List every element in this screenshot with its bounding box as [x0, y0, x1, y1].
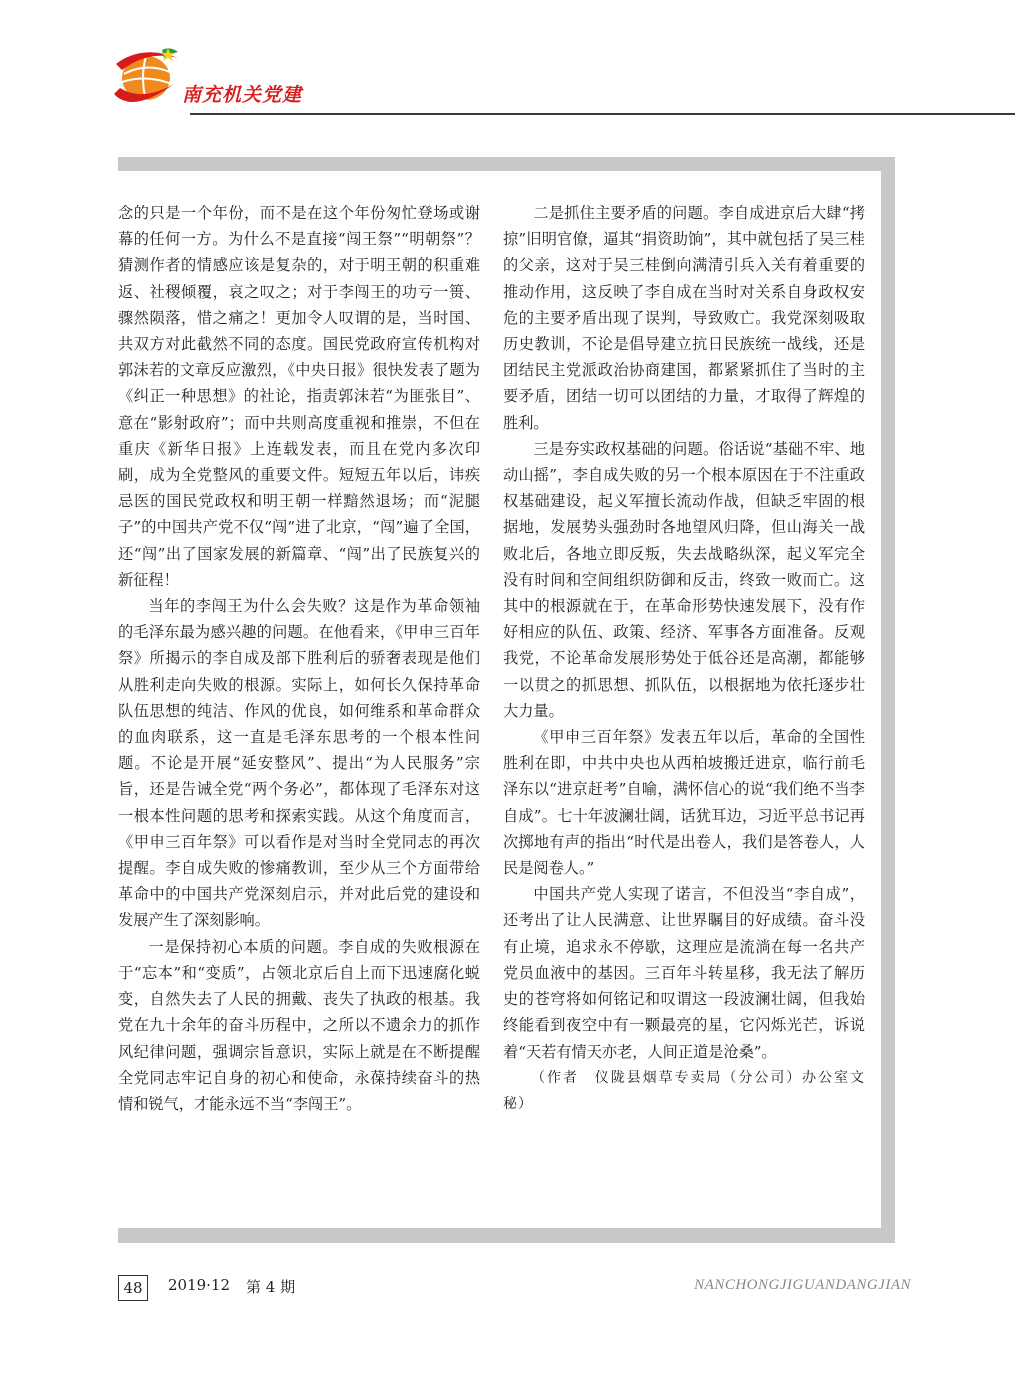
paragraph: 当年的李闯王为什么会失败？这是作为革命领袖的毛泽东最为感兴趣的问题。在他看来，《甲申三百年祭》所揭示的李自成及部下胜利后的骄奢表现是他们从胜利走向失败的根源。实际上，如何长久保持革命队伍思想的纯洁、作风的优良，如何维系和革命群众的血肉联系，这一直是毛泽东思考的一个根本性问题。不论是开展“延安整风”、提出“为人民服务”宗旨，还是告诫全党“两个务必”，都体现了毛泽东对这一根本性问题的思考和探索实践。从这个角度而言，《甲申三百年祭》可以看作是对当时全党同志的再次提醒。李自成失败的惨痛教训，至少从三个方面带给革命中的中国共产党深刻启示，并对此后党的建设和发展产生了深刻影响。	[118, 597, 480, 930]
page-number: 48	[118, 1275, 148, 1301]
header-title: 南充机关党建	[182, 84, 303, 106]
issue-date: 2019·12	[168, 1276, 231, 1294]
frame-shadow-right	[881, 157, 895, 1243]
header-rule	[190, 113, 1015, 115]
globe-swoosh-icon	[112, 44, 182, 116]
issue-number: 第 4 期	[246, 1278, 296, 1296]
frame-shadow-bottom	[118, 1228, 895, 1243]
paragraph: 一是保持初心本质的问题。李自成的失败根源在于“忘本”和“变质”，占领北京后自上而下迅速腐化蜕变，自然失去了人民的拥戴、丧失了执政的根基。我党在九十余年的奋斗历程中，之所以不遗余力的抓作风纪律问题，强调宗旨意识，实际上就是在不断提醒全党同志牢记自身的初心和使命，永葆持续奋斗的热情和锐气，才能永远不当“李闯王”。	[118, 937, 480, 1113]
paragraph: 中国共产党人实现了诺言，不但没当“李自成”，还考出了让人民满意、让世界瞩目的好成绩。奋斗没有止境，追求永不停歇，这理应是流淌在每一名共产党员血液中的基因。三百年斗转星移，我无法了解历史的苍穹将如何铭记和叹谓这一段波澜壮阔，但我始终能看到夜空中有一颗最亮的星，它闪烁光芒，诉说着“天若有情天亦老，人间正道是沧桑”。	[503, 885, 865, 1061]
frame-shadow-top	[118, 157, 895, 171]
article-column-right	[503, 200, 865, 1117]
paragraph: 念的只是一个年份，而不是在这个年份匆忙登场或谢幕的任何一方。为什么不是直接“闯王祭”“明朝祭”？猜测作者的情感应该是复杂的，对于明王朝的积重难返、社稷倾覆，哀之叹之；对于李闯王的功亏一篑、骤然陨落，惜之痛之！更加令人叹谓的是，当时国、共双方对此截然不同的态度。国民党政府宣传机构对郭沫若的文章反应激烈，《中央日报》很快发表了题为《纠正一种思想》的社论，指责郭沫若“为匪张目”、意在“影射政府”；而中共则高度重视和推崇，不但在重庆《新华日报》上连载发表，而且在党内多次印刷，成为全党整风的重要文件。短短五年以后，讳疾忌医的国民党政权和明王朝一样黯然退场；而“泥腿子”的中国共产党不仅“闯”进了北京，“闯”遍了全国，还“闯”出了国家发展的新篇章、“闯”出了民族复兴的新征程！	[118, 204, 480, 589]
paragraph: 二是抓住主要矛盾的问题。李自成进京后大肆“拷掠”旧明官僚，逼其“捐资助饷”，其中就包括了吴三桂的父亲，这对于吴三桂倒向满清引兵入关有着重要的推动作用，这反映了李自成在当时对关系自身政权安危的主要矛盾出现了误判，导致败亡。我党深刻吸取历史教训，不论是倡导建立抗日民族统一战线，还是团结民主党派政治协商建国，都紧紧抓住了当时的主要矛盾，团结一切可以团结的力量，才取得了辉煌的胜利。	[503, 204, 865, 432]
header-logo	[112, 44, 312, 116]
author-note: （作者 仪陇县烟草专卖局（分公司）办公室文秘）	[503, 1069, 865, 1112]
paragraph: 《甲申三百年祭》发表五年以后，革命的全国性胜利在即，中共中央也从西柏坡搬迁进京，临行前毛泽东以“进京赶考”自喻，满怀信心的说“我们绝不当李自成”。七十年波澜壮阔，话犹耳边，习近平总书记再次掷地有声的指出“时代是出卷人，我们是答卷人，人民是阅卷人。”	[503, 728, 865, 878]
paragraph: 三是夯实政权基础的问题。俗话说“基础不牢、地动山摇”，李自成失败的另一个根本原因在于不注重政权基础建设，起义军擅长流动作战，但缺乏牢固的根据地，发展势头强劲时各地望风归降，但山海关一战败北后，各地立即反叛，失去战略纵深，起义军完全没有时间和空间组织防御和反击，终致一败而亡。这其中的根源就在于，在革命形势快速发展下，没有作好相应的队伍、政策、经济、军事各方面准备。反观我党，不论革命发展形势处于低谷还是高潮，都能够一以贯之的抓思想、抓队伍，以根据地为依托逐步壮大力量。	[503, 439, 865, 720]
article-column-left	[118, 200, 480, 1117]
footer-brand: NANCHONGJIGUANDANGJIAN	[694, 1277, 911, 1293]
